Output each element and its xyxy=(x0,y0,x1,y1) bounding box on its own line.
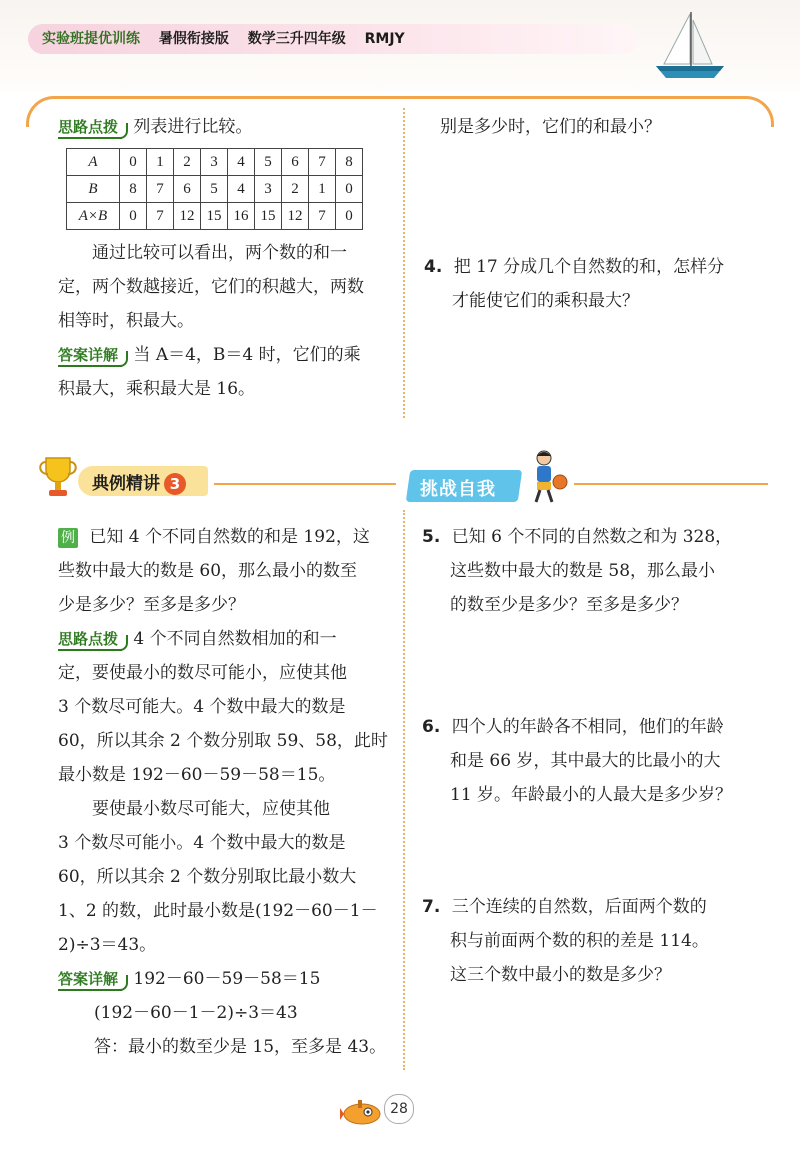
table-cell: 0 xyxy=(120,149,147,176)
answer-line: (192－60－1－2)÷3＝43 xyxy=(94,1003,298,1023)
table-row-header: A×B xyxy=(67,203,120,230)
question-number: 6. xyxy=(422,717,441,737)
question-number: 5. xyxy=(422,527,441,547)
example-column xyxy=(58,520,398,1064)
answer-label: 答案详解 xyxy=(58,345,122,367)
table-cell: 7 xyxy=(309,203,336,230)
header-brand: 实验班提优训练 xyxy=(42,31,140,47)
question-number: 4. xyxy=(424,257,443,277)
table-cell: 3 xyxy=(201,149,228,176)
answer-space xyxy=(422,622,770,710)
answer-space xyxy=(422,812,770,890)
question-text: 三个连续的自然数，后面两个数的 xyxy=(451,897,707,917)
table-cell: 0 xyxy=(120,203,147,230)
question-text: 已知 6 个不同的自然数之和为 328， xyxy=(451,527,733,547)
question-text: 把 17 分成几个自然数的和，怎样分 xyxy=(453,257,725,277)
table-cell: 0 xyxy=(336,203,363,230)
table-cell: 4 xyxy=(228,176,255,203)
question-text: 四个人的年龄各不相同，他们的年龄 xyxy=(451,717,724,737)
sailboat-icon xyxy=(650,6,730,86)
table-cell: 6 xyxy=(174,176,201,203)
thinking-line: 最小数是 192－60－59－58＝15。 xyxy=(58,765,336,785)
example-line: 少是多少？至多是多少？ xyxy=(58,595,245,615)
right-top-column xyxy=(424,110,770,318)
thinking-line: 60，所以其余 2 个数分别取比最小数大 xyxy=(58,867,357,887)
table-cell: 1 xyxy=(309,176,336,203)
table-cell: 2 xyxy=(174,149,201,176)
section-title-text: 典例精讲 xyxy=(92,474,160,494)
table-cell: 7 xyxy=(147,203,174,230)
section-title-example xyxy=(92,469,186,495)
answer-line xyxy=(58,338,396,372)
thinking-line: 定，要使最小的数尽可能小，应使其他 xyxy=(58,663,347,683)
question-7 xyxy=(422,890,770,992)
table-cell: 2 xyxy=(282,176,309,203)
answer-line: 积最大，乘积最大是 16。 xyxy=(58,379,256,399)
table-row xyxy=(67,149,363,176)
table-cell: 15 xyxy=(255,203,282,230)
thinking-line: 1、2 的数，此时最小数是(192－60－1－ xyxy=(58,901,378,921)
trophy-icon xyxy=(34,452,82,500)
question-text: 的数至少是多少？至多是多少？ xyxy=(450,595,688,615)
question-text: 这三个数中最小的数是多少？ xyxy=(450,965,671,985)
thinking-text: 4 个不同自然数相加的和一 xyxy=(133,629,337,649)
table-cell: 12 xyxy=(174,203,201,230)
header-edition: 暑假衔接版 xyxy=(158,31,229,47)
example-text: 已知 4 个不同自然数的和是 192，这 xyxy=(89,527,370,547)
answer-line xyxy=(58,962,398,996)
continued-question-line: 别是多少时，它们的和最小？ xyxy=(440,117,661,137)
table-cell: 0 xyxy=(336,176,363,203)
section-title-rule xyxy=(214,483,396,485)
answer-label: 答案详解 xyxy=(58,969,122,991)
explanation-line: 通过比较可以看出，两个数的和一 xyxy=(92,243,347,263)
challenge-column xyxy=(422,520,770,992)
example-line: 些数中最大的数是 60，那么最小的数至 xyxy=(58,561,358,581)
left-top-column xyxy=(58,110,396,406)
thinking-label: 思路点拨 xyxy=(58,117,122,139)
basketball-player-icon xyxy=(522,448,572,506)
page-number: 28 xyxy=(384,1094,414,1124)
table-cell: 3 xyxy=(255,176,282,203)
question-number: 7. xyxy=(422,897,441,917)
table-cell: 4 xyxy=(228,149,255,176)
answer-space xyxy=(424,144,770,250)
example-line xyxy=(58,520,398,554)
question-line xyxy=(422,520,770,554)
submarine-fish-icon xyxy=(340,1096,386,1126)
question-line xyxy=(422,710,770,744)
column-divider-top xyxy=(403,108,405,418)
answer-line: 答：最小的数至少是 15，至多是 43。 xyxy=(94,1037,387,1057)
question-5 xyxy=(422,520,770,622)
explanation-line: 相等时，积最大。 xyxy=(58,311,194,331)
question-text: 这些数中最大的数是 58，那么最小 xyxy=(450,561,716,581)
question-4 xyxy=(424,250,770,284)
section-title-number: 3 xyxy=(164,473,186,495)
table-cell: 7 xyxy=(147,176,174,203)
table-cell: 8 xyxy=(336,149,363,176)
thinking-line: 60，所以其余 2 个数分别取 59、58，此时 xyxy=(58,731,388,751)
question-text: 和是 66 岁，其中最大的比最小的大 xyxy=(450,751,721,771)
table-cell: 5 xyxy=(255,149,282,176)
answer-text: 当 A＝4，B＝4 时，它们的乘 xyxy=(133,345,361,365)
header-subject: 数学三升四年级 xyxy=(247,31,346,47)
question-line xyxy=(422,890,770,924)
thinking-line: 3 个数尽可能大。4 个数中最大的数是 xyxy=(58,697,346,717)
table-cell: 16 xyxy=(228,203,255,230)
thinking-line: 2)÷3＝43。 xyxy=(58,935,157,955)
table-cell: 8 xyxy=(120,176,147,203)
thinking-tip-1 xyxy=(58,110,396,144)
page-header xyxy=(0,0,800,92)
thinking-text: 列表进行比较。 xyxy=(133,117,253,137)
table-cell: 6 xyxy=(282,149,309,176)
header-publisher: RMJY xyxy=(364,31,405,47)
table-row xyxy=(67,176,363,203)
column-divider-bottom xyxy=(403,510,405,1070)
answer-text: 192－60－59－58＝15 xyxy=(133,969,321,989)
thinking-line xyxy=(58,622,398,656)
example-badge: 例 xyxy=(58,528,78,548)
table-cell: 7 xyxy=(309,149,336,176)
table-cell: 12 xyxy=(282,203,309,230)
table-row xyxy=(67,203,363,230)
table-row-header: B xyxy=(67,176,120,203)
question-text: 11 岁。年龄最小的人最大是多少岁？ xyxy=(450,785,733,805)
question-6 xyxy=(422,710,770,812)
table-cell: 5 xyxy=(201,176,228,203)
table-cell: 15 xyxy=(201,203,228,230)
section-title-challenge: 挑战自我 xyxy=(420,479,496,500)
table-cell: 1 xyxy=(147,149,174,176)
question-text: 才能使它们的乘积最大？ xyxy=(452,291,639,311)
question-text: 积与前面两个数的积的差是 114。 xyxy=(450,931,709,951)
header-text xyxy=(42,28,419,48)
thinking-line: 3 个数尽可能小。4 个数中最大的数是 xyxy=(58,833,346,853)
section-title-rule xyxy=(574,483,768,485)
thinking-line: 要使最小数尽可能大，应使其他 xyxy=(92,799,330,819)
explanation-line: 定，两个数越接近，它们的积越大，两数 xyxy=(58,277,364,297)
comparison-table xyxy=(66,148,363,230)
thinking-label: 思路点拨 xyxy=(58,629,122,651)
table-row-header: A xyxy=(67,149,120,176)
